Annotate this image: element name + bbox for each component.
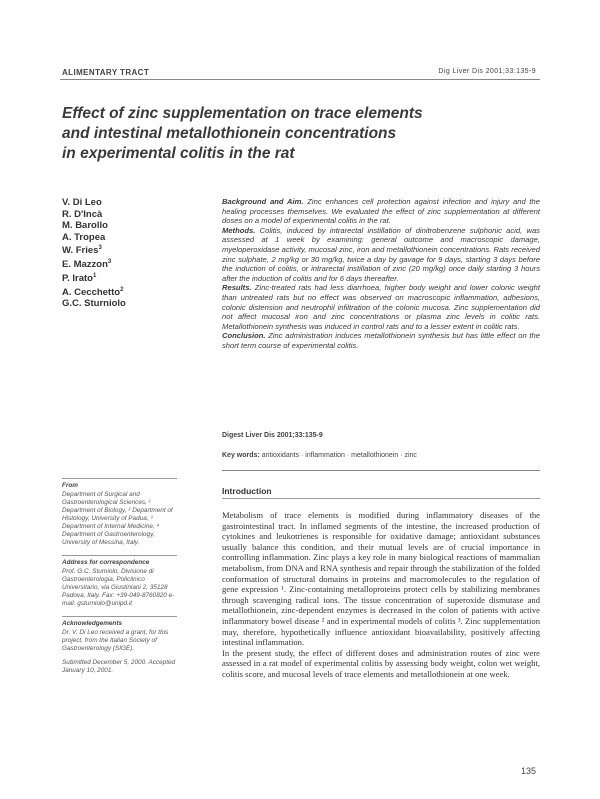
author: A. Cecchetto$^2$ <box>62 286 124 298</box>
header-divider <box>60 79 540 80</box>
section-divider <box>222 498 540 499</box>
abstract-background: Background and Aim. Zinc enhances cell protection against infection and injury and the healing processes themselves. We evaluated the effect of zinc supplementation at different doses on a model of experimental colitis in the rat. <box>222 197 540 226</box>
title-line: Effect of zinc supplementation on trace elements <box>62 105 423 122</box>
abstract-conclusion: Conclusion. Zinc administration induces metallothionein synthesis but has little effect on the short term course of experimental colitis. <box>222 331 540 350</box>
author: E. Mazzon$^3$ <box>62 259 112 271</box>
running-head-journal: Dig Liver Dis 2001;33:135-9 <box>438 68 536 75</box>
author-list <box>62 197 192 310</box>
keywords-divider <box>222 470 540 471</box>
author: M. Barollo <box>62 220 108 232</box>
article-title <box>62 104 562 164</box>
author: A. Tropea <box>62 231 106 243</box>
title-line: and intestinal metallothionein concentrations <box>62 125 397 142</box>
abstract <box>222 197 540 351</box>
author: R. D'Incà <box>62 208 103 220</box>
section-heading-introduction: Introduction <box>222 486 272 496</box>
abstract-results: Results. Zinc-treated rats had less diarrhoea, higher body weight and lower colonic weight than untreated rats but no effect was observed on macroscopic inflammation, adhesions, colonic distension and neutrophil infiltration of the colonic mucosa. Zinc supplementation did not affect mucosal iron and zinc concentrations or plasma zinc levels in colitic rats. Metallothionein synthesis was induced in control rats and to a lesser extent in colitic rats. <box>222 283 540 331</box>
paragraph: In the present study, the effect of different doses and administration routes of zinc were assessed in a rat model of experimental colitis by assessing body weight, colon wet weight, colitis score, and mucosal levels of trace elements and metallothionein at one week. <box>222 647 540 679</box>
from-block: From Department of Surgical and Gastroenterological Sciences, ¹ Department of Biology, ² Department of Histology, University of Padua, ³ Department of Internal Medicine, ⁴ Department of Gastroenterology, University of Messina, Italy. <box>62 478 177 547</box>
affiliation-sidebar <box>62 478 177 683</box>
keywords: Key words: antioxidants · inflammation · metallothionein · zinc <box>222 452 417 459</box>
title-line: in experimental colitis in the rat <box>62 145 295 162</box>
paragraph: Metabolism of trace elements is modified during inflammatory diseases of the gastrointestinal tract. In inflamed segments of the intestine, the increased production of cytokines and leukotrienes is responsible for oxidative damage; antioxidant substances usually balance this condition, and their mutual levels are of crucial importance in controlling inflammation. Zinc plays a key role in many biological reactions of mammalian metabolism, from DNA and RNA synthesis and repair through the stabilization of the folded conformation of structural domains in proteins and macromolecules to the regulation of gene expression ¹. Zinc-containing metalloproteins protect cells by stabilizing membranes through scavenging radical ions. The tissue concentration of superoxide dismutase and metallothionein, zinc-dependent enzymes is decreased in the colon of patients with active inflammatory bowel disease ² and in experimental models of colitis ³. Zinc supplementation may, therefore, hypothetically influence antioxidant bioavailability, positively affecting intestinal inflammation. <box>222 510 540 648</box>
introduction-body <box>222 510 540 680</box>
acknowledgements-block: Acknowledgements Dr. V. Di Leo received a grant, for this project, from the Italian Society of Gastroenterology (SIGE). Submitted December 5, 2000. Accepted January 10, 2001. <box>62 616 177 675</box>
author: G.C. Sturniolo <box>62 298 126 310</box>
running-head-section: ALIMENTARY TRACT <box>62 68 150 77</box>
citation: Digest Liver Dis 2001;33:135-9 <box>222 432 323 439</box>
page-number: 135 <box>520 766 536 776</box>
author: P. Irato$^1$ <box>62 272 97 285</box>
correspondence-block: Address for correspondence Prof. G.C. Sturniolo, Divisione di Gastroenterologia, Policlinico Universitario, via Giustiniani 2, 35128 Padova, Italy. Fax: +39-049-8760820 e-mail: gsturniolo@unipd.it <box>62 555 177 608</box>
abstract-methods: Methods. Colitis, induced by intrarectal instillation of dinitrobenzene sulphonic acid, was assessed at 1 week by examining: general outcome and macroscopic damage, myeloperoxidase activity, mucosal zinc, iron and metallothionein concentrations. Rats received zinc sulphate, 2 mg/kg or 30 mg/kg, twice a day by gavage for 9 days, starting 3 days before the induction of colitis, or intrarectal instillation of zinc (20 mg/kg) once daily starting 3 hours after the induction of colitis and for 6 days thereafter. <box>222 225 540 283</box>
author: V. Di Leo <box>62 197 102 208</box>
author: W. Fries$^3$ <box>62 245 102 257</box>
